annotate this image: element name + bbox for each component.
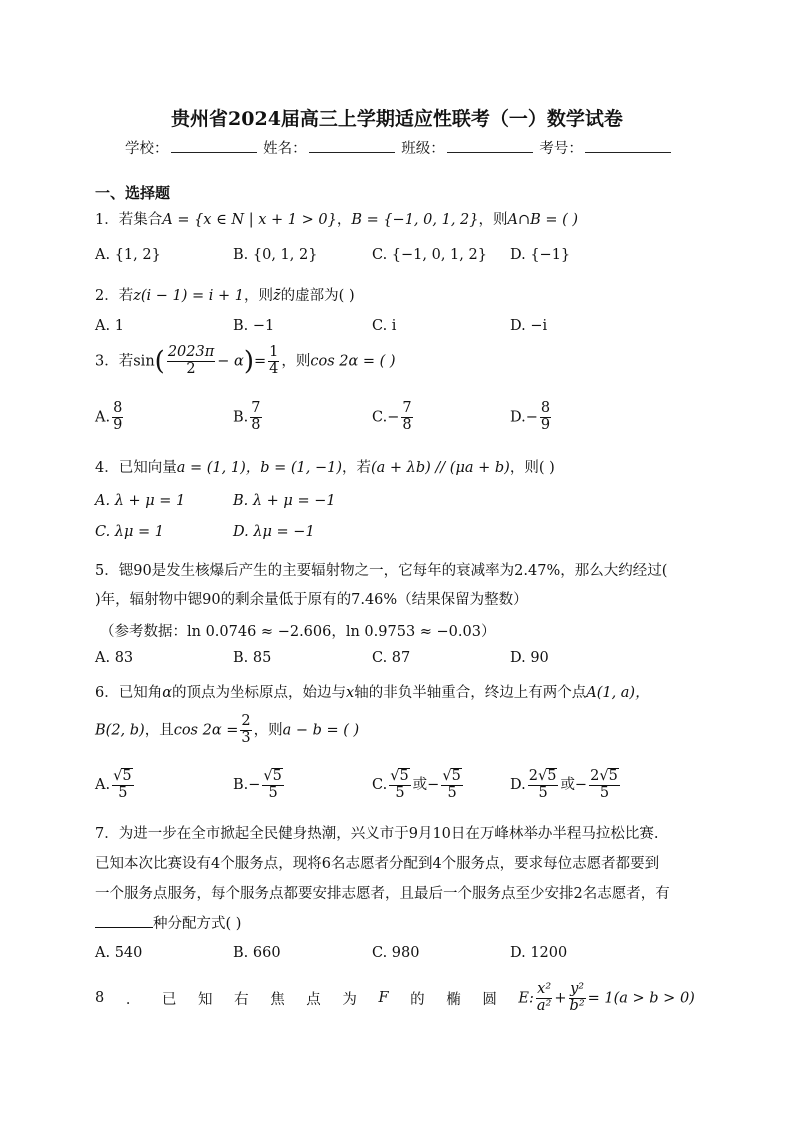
q3-frac <box>167 345 215 378</box>
q6-point-a: A(1, a)， <box>586 685 650 701</box>
q3-frac-den: 2 <box>186 360 196 377</box>
q3-rhs-num: 1 <box>269 344 279 360</box>
q3-frac-num: 2023π <box>167 344 215 360</box>
q6-a-den: 5 <box>118 784 128 801</box>
q6-d-frac1 <box>528 768 559 802</box>
q6-c-frac1 <box>389 768 410 802</box>
q6-text-a: 6．已知角 <box>95 685 163 701</box>
q6-ab: a − b = ( ) <box>282 722 360 739</box>
q3-c-den: 8 <box>402 416 412 433</box>
q6-d-or: 或− <box>560 776 588 793</box>
q3-a-frac <box>112 401 123 434</box>
number-blank[interactable] <box>585 138 671 153</box>
q6-a-frac <box>112 768 133 802</box>
q6-c-den1: 5 <box>395 784 405 801</box>
q4-option-c[interactable]: C. λμ = 1 <box>95 524 165 540</box>
q5-option-d[interactable]: D. 90 <box>510 650 549 666</box>
q6-d-den2: 5 <box>599 784 610 801</box>
q7-line-3: 一个服务点服务，每个服务点都要安排志愿者，且最后一个服务点至少安排2名志愿者，有 <box>95 886 670 902</box>
q4-condition: (a + λb) // (μa + b) <box>371 460 510 476</box>
q6-d-label: D. <box>510 776 526 793</box>
q6-a-sqrt: 5 <box>122 768 132 784</box>
q3-d-sign: − <box>525 409 538 426</box>
q8-b2: b² <box>569 997 585 1014</box>
q6-line-2 <box>95 714 359 747</box>
q1-option-d[interactable]: D. {−1} <box>510 247 571 263</box>
q6-d-frac2 <box>589 768 620 802</box>
q3-a-label: A. <box>95 409 111 426</box>
q8-x2: x² <box>537 981 552 997</box>
q6-c-frac2 <box>441 768 462 802</box>
q6-a-label: A. <box>95 776 111 793</box>
q3-text-b: ，则 <box>281 353 311 370</box>
question-1-stem <box>95 208 578 229</box>
q3-rhs-frac <box>268 345 279 378</box>
q6-frac-den: 3 <box>241 729 251 746</box>
q7-line-4 <box>95 912 241 933</box>
q8-char: 焦 <box>270 991 285 1008</box>
info-line <box>125 137 673 158</box>
q8-num: 8 <box>95 990 105 1007</box>
q8-ellipse-eq <box>518 982 694 1015</box>
q8-dot: ． <box>125 991 141 1008</box>
q2-conj: z̄ <box>273 288 281 304</box>
number-label: 考号： <box>539 141 583 157</box>
q4-text-a: 4．已知向量 <box>95 460 177 476</box>
q8-char: 椭 <box>446 991 461 1008</box>
q3-d-num: 8 <box>540 400 551 416</box>
q4-text-c: ，则( ) <box>509 460 555 476</box>
q2-option-a[interactable]: A. 1 <box>95 318 124 334</box>
q5-option-c[interactable]: C. 87 <box>372 650 411 666</box>
q6-d-coef2: 2 <box>590 768 600 784</box>
q6-frac-num: 2 <box>241 713 251 729</box>
q6-c-sqrt2: 5 <box>451 768 461 784</box>
q3-text-a: 3．若 <box>95 353 134 370</box>
q2-text-b: ，则 <box>244 288 274 304</box>
q3-b-label: B. <box>233 409 249 426</box>
q3-c-sign: − <box>387 409 400 426</box>
q2-text-a: 2．若 <box>95 288 134 304</box>
q6-b-frac <box>262 768 283 802</box>
q5-option-a[interactable]: A. 83 <box>95 650 134 666</box>
q7-line-1: 7．为进一步在全市掀起全民健身热潮，兴义市于9月10日在万峰林举办半程马拉松比赛. <box>95 826 659 842</box>
q3-d-label: D. <box>510 409 526 426</box>
q8-plus: + <box>554 990 567 1007</box>
q6-a-num: √5 <box>113 768 132 784</box>
section-heading: 一、选择题 <box>95 184 171 202</box>
q8-char: 圆 <box>482 991 497 1008</box>
q3-paren-close: ) <box>243 346 254 377</box>
q3-minus-alpha: − α <box>217 353 244 370</box>
q5-line-2: )年，辐射物中锶90的剩余量低于原有的7.46%（结果保留为整数） <box>95 592 528 608</box>
q1-text-a: 1．若集合 <box>95 212 163 228</box>
q8-tail: = 1(a > b > 0) <box>587 990 695 1007</box>
q5-line-3: （参考数据：ln 0.0746 ≈ −2.606，ln 0.9753 ≈ −0.03） <box>100 624 496 640</box>
page-title: 贵州省2024届高三上学期适应性联考（一）数学试卷 <box>171 108 623 130</box>
question-2-stem <box>95 284 355 305</box>
q3-b-num: 7 <box>251 400 261 416</box>
q3-a-den: 9 <box>113 416 123 433</box>
q6-text-d: ，且 <box>144 722 174 739</box>
q6-option-a[interactable] <box>95 768 136 802</box>
q1-set-b: B = {−1, 0, 1, 2} <box>351 212 479 228</box>
q6-alpha: α <box>162 685 173 701</box>
q6-frac <box>240 714 251 747</box>
q8-char: 点 <box>306 991 321 1008</box>
class-blank[interactable] <box>447 138 533 153</box>
q3-b-den: 8 <box>251 416 261 433</box>
q6-d-den1: 5 <box>538 784 548 801</box>
name-blank[interactable] <box>309 138 395 153</box>
q6-line-1 <box>95 681 650 702</box>
q6-point-b: B(2, b) <box>95 722 145 739</box>
q6-x: x <box>346 685 355 701</box>
q1-set-a: A = {x ∈ N | x + 1 > 0} <box>162 212 337 228</box>
q5-line-1: 5．锶90是发生核爆后产生的主要辐射物之一，它每年的衰减率为2.47%，那么大约经过( <box>95 563 668 579</box>
q3-d-frac <box>540 401 551 434</box>
q8-a2: a² <box>536 997 552 1014</box>
q6-text-b: 的顶点为坐标原点，始边与 <box>172 685 347 701</box>
q7-option-c[interactable]: C. 980 <box>372 945 420 961</box>
q5-option-b[interactable]: B. 85 <box>233 650 272 666</box>
q6-c-num1: √5 <box>390 768 409 784</box>
q3-option-d[interactable] <box>510 401 553 434</box>
q3-cos: cos 2α = ( ) <box>310 353 396 370</box>
q6-option-c[interactable] <box>372 768 465 802</box>
q8-frac-x <box>536 982 552 1015</box>
q3-sin: sin <box>133 353 155 370</box>
q8-char: 知 <box>198 991 213 1008</box>
q3-d-den: 9 <box>540 416 551 433</box>
q4-vectors: a = (1, 1)，b = (1, −1) <box>176 460 343 476</box>
q6-option-b[interactable] <box>233 768 286 802</box>
q7-option-a[interactable]: A. 540 <box>95 945 143 961</box>
q6-b-sign: − <box>248 776 261 793</box>
q1-option-a[interactable]: A. {1, 2} <box>95 247 161 263</box>
q3-option-c[interactable] <box>372 401 415 434</box>
q4-option-a[interactable]: A. λ + μ = 1 <box>95 493 186 509</box>
q6-d-num1: 2√5 <box>528 768 557 784</box>
q3-c-frac <box>401 401 412 434</box>
q4-option-b[interactable]: B. λ + μ = −1 <box>233 493 336 509</box>
question-4-stem <box>95 456 555 477</box>
q8-char: 已 <box>161 991 177 1008</box>
q7-option-d[interactable]: D. 1200 <box>510 945 568 961</box>
school-blank[interactable] <box>171 138 257 153</box>
q6-b-den: 5 <box>268 784 278 801</box>
q6-text-c: 轴的非负半轴重合，终边上有两个点 <box>354 685 587 701</box>
q2-option-d[interactable]: D. −i <box>510 318 548 334</box>
q6-c-label: C. <box>372 776 388 793</box>
q3-option-a[interactable] <box>95 401 125 434</box>
q8-line-1 <box>95 982 695 1015</box>
q6-option-d[interactable] <box>510 768 622 802</box>
q1-option-b[interactable]: B. {0, 1, 2} <box>233 247 318 263</box>
q8-e-label: E: <box>518 990 534 1007</box>
q3-option-b[interactable] <box>233 401 264 434</box>
q3-paren-open: ( <box>154 346 165 377</box>
q7-option-b[interactable]: B. 660 <box>233 945 281 961</box>
q6-d-num2: 2√5 <box>590 768 618 784</box>
q2-text-c: 的虚部为( ) <box>280 288 355 304</box>
q3-rhs-den: 4 <box>269 360 279 377</box>
q2-eq: z(i − 1) = i + 1 <box>133 288 245 304</box>
q8-char: 的 <box>410 991 425 1008</box>
q6-c-sqrt1: 5 <box>399 768 409 784</box>
q2-option-b[interactable]: B. −1 <box>233 318 275 334</box>
q3-b-frac <box>250 401 261 434</box>
q6-cos: cos 2α = <box>173 722 239 739</box>
q3-a-num: 8 <box>113 400 123 416</box>
name-label: 姓名： <box>263 141 307 157</box>
q8-char: 为 <box>342 991 357 1008</box>
q6-b-num: √5 <box>263 768 282 784</box>
q1-sep: ， <box>336 212 352 228</box>
q6-d-sqrt1: 5 <box>547 768 557 784</box>
q4-text-b: ，若 <box>342 460 372 476</box>
q3-c-num: 7 <box>402 400 412 416</box>
q6-c-or: 或− <box>412 776 440 793</box>
q6-d-sqrt2: 5 <box>608 768 618 784</box>
question-3-stem <box>95 345 396 378</box>
q1-text-b: ，则 <box>478 212 508 228</box>
q6-c-num2: √5 <box>442 768 461 784</box>
q6-b-label: B. <box>233 776 249 793</box>
q7-line-2: 已知本次比赛设有4个服务点，现将6名志愿者分配到4个服务点，要求每位志愿者都要到 <box>95 856 660 872</box>
school-label: 学校： <box>125 141 169 157</box>
q7-line-4-text: 种分配方式( ) <box>153 916 242 932</box>
class-label: 班级： <box>401 141 445 157</box>
q8-frac-y <box>569 982 586 1015</box>
q6-text-e: ，则 <box>253 722 283 739</box>
q3-c-label: C. <box>372 409 388 426</box>
q4-option-d[interactable]: D. λμ = −1 <box>233 524 315 540</box>
q1-option-c[interactable]: C. {−1, 0, 1, 2} <box>372 247 487 263</box>
q6-c-den2: 5 <box>447 784 457 801</box>
q8-f: F <box>378 990 389 1007</box>
q2-option-c[interactable]: C. i <box>372 318 397 334</box>
q1-expr: A∩B = ( ) <box>507 212 579 228</box>
q7-answer-blank[interactable] <box>95 913 153 928</box>
q6-d-coef1: 2 <box>528 768 538 784</box>
q8-char: 右 <box>234 991 249 1008</box>
q3-eq: = <box>253 353 267 370</box>
q8-y2: y² <box>570 981 585 997</box>
q6-b-sqrt: 5 <box>272 768 282 784</box>
